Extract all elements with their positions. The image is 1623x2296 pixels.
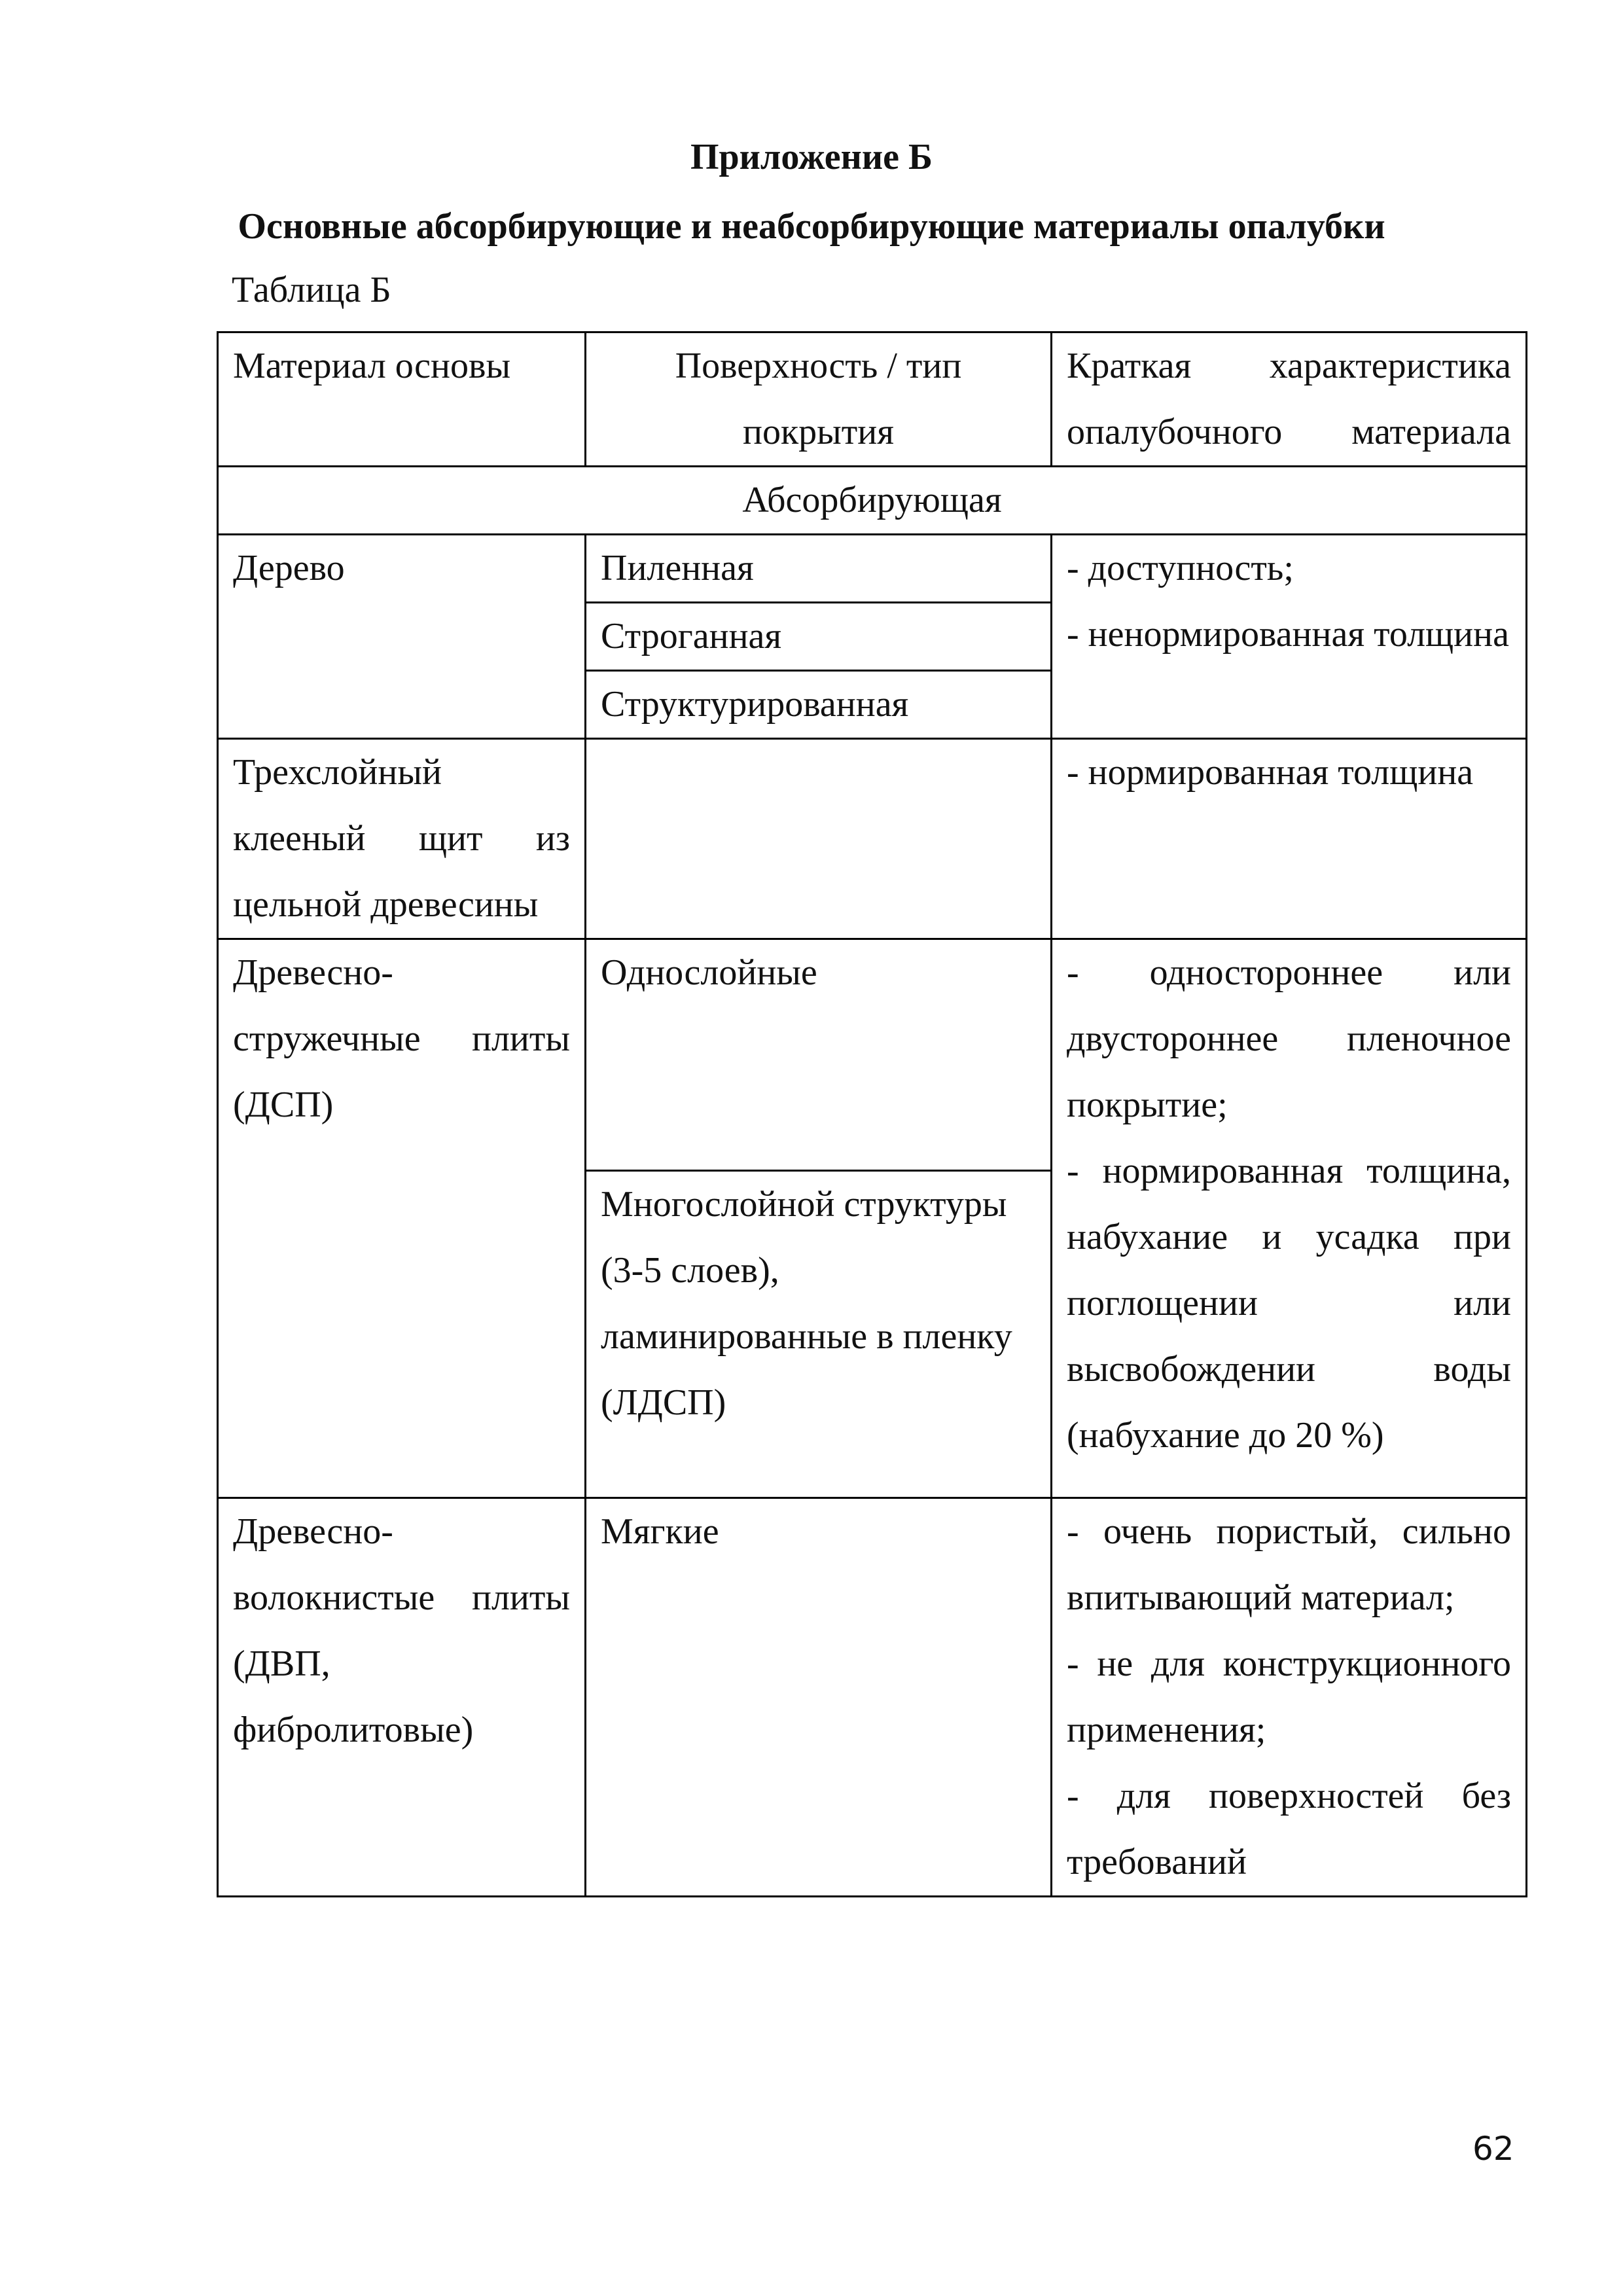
table-header-row — [218, 332, 1527, 467]
row-wood-surface-3: Структурированная — [586, 671, 1052, 739]
table-row — [218, 739, 1527, 939]
row-three-layer-characteristic: - нормированная толщина — [1052, 739, 1527, 939]
row-chipboard-material: Древесно-стружечные плиты (ДСП) — [218, 939, 586, 1498]
page-number: 62 — [1472, 2130, 1514, 2168]
group-row-label: Абсорбирующая — [218, 467, 1527, 535]
row-three-layer-surface — [586, 739, 1052, 939]
table-caption: Таблица Б — [232, 270, 391, 310]
row-chipboard-surface-1: Однослойные — [586, 939, 1052, 1171]
header-characteristic: Краткая характеристика опалубочного материала — [1052, 332, 1527, 467]
appendix-title: Приложение Б — [690, 137, 933, 177]
row-wood-surface-2: Строганная — [586, 603, 1052, 671]
characteristic-line: - одностороннее или двустороннее пленочное покрытие; — [1067, 952, 1511, 1125]
header-surface: Поверхность / тип покрытия — [586, 332, 1052, 467]
characteristic-line: - для поверхностей без требований — [1067, 1776, 1511, 1882]
row-wood-material: Дерево — [218, 535, 586, 739]
table-row — [218, 939, 1527, 1171]
characteristic-line: - нормированная толщина, набухание и усадка при поглощении или высвобождении воды (набухание до 20 %) — [1067, 1151, 1511, 1456]
characteristic-line: - не для конструкционного применения; — [1067, 1643, 1511, 1750]
characteristic-line: - очень пористый, сильно впитывающий материал; — [1067, 1511, 1511, 1618]
row-wood-characteristic — [1052, 535, 1527, 739]
table-row — [218, 1498, 1527, 1897]
table-row — [218, 535, 1527, 603]
section-title: Основные абсорбирующие и неабсорбирующие материалы опалубки — [238, 206, 1385, 247]
group-row — [218, 467, 1527, 535]
row-fiberboard-surface: Мягкие — [586, 1498, 1052, 1897]
row-chipboard-surface-2: Многослойной структуры (3-5 слоев), ламинированные в пленку (ЛДСП) — [586, 1171, 1052, 1498]
characteristic-line: - ненормированная толщина — [1067, 614, 1509, 655]
row-fiberboard-characteristic — [1052, 1498, 1527, 1897]
row-fiberboard-material: Древесно-волокнистые плиты (ДВП, фибролитовые) — [218, 1498, 586, 1897]
header-material: Материал основы — [218, 332, 586, 467]
row-wood-surface-1: Пиленная — [586, 535, 1052, 603]
materials-table — [217, 331, 1527, 1897]
characteristic-line: - доступность; — [1067, 548, 1294, 588]
row-three-layer-material: Трехслойный клееный щит из цельной древесины — [218, 739, 586, 939]
row-chipboard-characteristic — [1052, 939, 1527, 1498]
